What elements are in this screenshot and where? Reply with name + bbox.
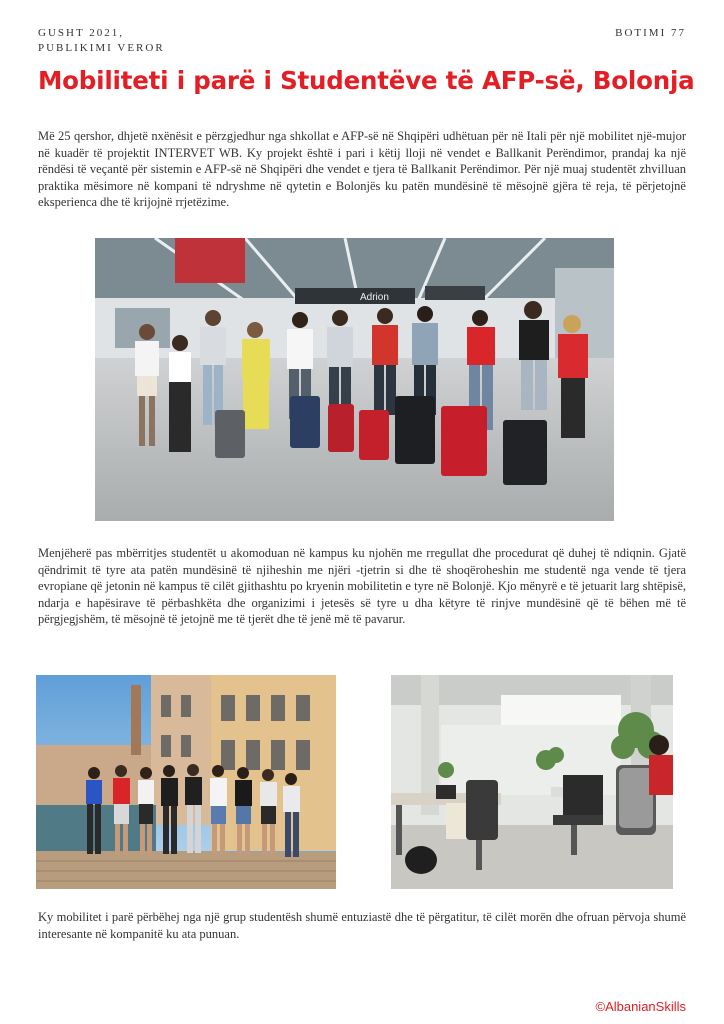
airport-sign-text: Adrion: [360, 292, 389, 303]
article-paragraph: Më 25 qershor, dhjetë nxënësit e përzgjedhur nga shkollat e AFP-së në Shqipëri udhëtuan për në Itali për një mobilitet një-mujor në kuadër të projektit INTERVET WB. Ky projekt është i pari i këtij lloji në vendet e Ballkanit Perëndimor, prandaj ka një rëndësi të veçantë për sistemin e AFP-së në Shqipëri dhe vendet e tjera të Ballkanit Perëndimor. Për një muaj studentët zhvilluan praktika mësimore në kompani të ndryshme në qytetin e Bolonjës ku patën mundësinë të mësojnë gjëra të reja, të përjetojnë eksperienca dhe të krijojnë rrjetëzime.: [38, 129, 686, 209]
header-date: GUSHT 2021,: [38, 27, 124, 39]
airport-group-photo: [95, 238, 614, 521]
copyright-footer: ©AlbanianSkills: [595, 999, 686, 1014]
article-title: Mobiliteti i parë i Studentëve të AFP-së, Bolonja: [38, 66, 695, 95]
venice-group-photo: [36, 675, 336, 889]
header-issue: BOTIMI 77: [615, 27, 686, 39]
header-edition-type: PUBLIKIMI VEROR: [38, 42, 165, 54]
article-paragraph: Menjëherë pas mbërritjes studentët u akomoduan në kampus ku njohën me rregullat dhe procedurat që duhej të ndiqnin. Gjatë qëndrimit të tyre ata patën mundësinë të njiheshin me njëri -tjetrin si dhe të shoqëroheshin me studentë nga vende të tjera evropiane që jetonin në kampus të cilët gjithashtu po kryenin mobilitetin e tyre në Bolonjë. Kjo mënyrë e të jetuarit larg shtëpisë, ndarja e hapësirave të përbashkëta dhe organizimi i jetesës së tyre u dha këtyre të rinjve mundësinë që të bëhen më të përgjegjshëm, të mësojnë të jetojnë me të tjerët dhe të jenë më të pavarur.: [38, 546, 686, 626]
office-photo: [391, 675, 673, 889]
article-paragraph: Ky mobilitet i parë përbëhej nga një grup studentësh shumë entuziastë dhe të përgatitur, të cilët morën dhe ofruan përvoja shumë interesante në kompanitë ku ata punuan.: [38, 910, 686, 941]
header-left: [38, 26, 165, 56]
